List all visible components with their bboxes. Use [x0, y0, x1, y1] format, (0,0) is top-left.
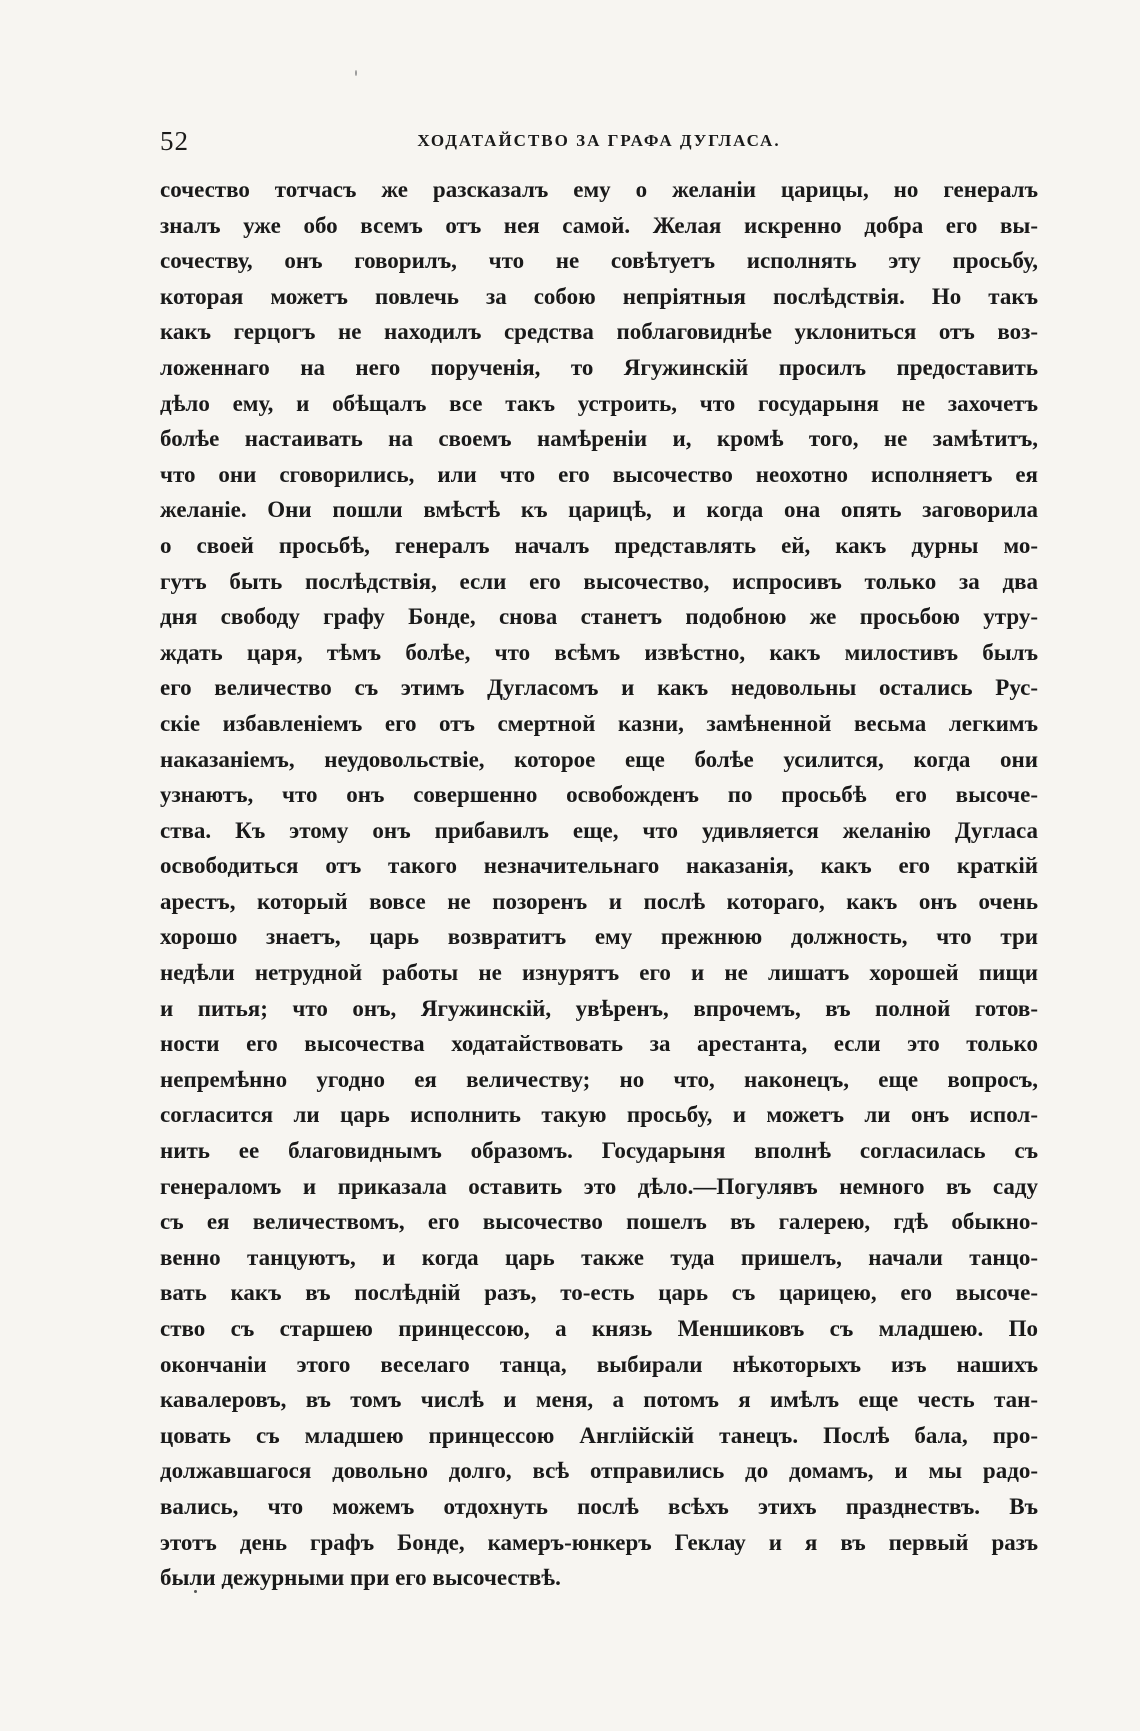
text-line: скiе избавленiемъ его отъ смертной казни, замѣненной весьма легкимъ — [160, 710, 1038, 736]
text-line: съ ея величествомъ, его высочество пошелъ въ галерею, гдѣ обыкно- — [160, 1209, 1038, 1235]
text-line: о своей просьбѣ, генералъ началъ представлять ей, какъ дурны мо- — [160, 532, 1038, 558]
running-title: ХОДАТАЙСТВО ЗА ГРАФА ДУГЛАСА. — [417, 131, 781, 150]
text-line: болѣе настаивать на своемъ намѣренiи и, кромѣ того, не замѣтитъ, — [160, 426, 1038, 452]
page-number: 52 — [160, 126, 189, 156]
text-line: дня свободу графу Бонде, снова станетъ подобною же просьбою утру- — [160, 604, 1038, 630]
text-line: ложеннаго на него порученiя, то Ягужинскiй просилъ предоставить — [160, 354, 1038, 380]
text-line: должавшагося довольно долго, всѣ отправились до домамъ, и мы радо- — [160, 1458, 1038, 1484]
paper-speck — [355, 70, 357, 76]
text-line: вались, что можемъ отдохнуть послѣ всѣхъ этихъ празднествъ. Въ — [160, 1493, 1038, 1519]
text-line: гутъ быть послѣдствiя, если его высочество, испросивъ только за два — [160, 568, 1038, 594]
text-line: хорошо знаетъ, царь возвратитъ ему прежнюю должность, что три — [160, 924, 1038, 950]
text-line: арестъ, который вовсе не позоренъ и послѣ котораго, какъ онъ очень — [160, 888, 1038, 914]
paper-speck — [194, 1590, 197, 1593]
text-line: ности его высочества ходатайствовать за арестанта, если это только — [160, 1031, 1038, 1057]
text-line: что они сговорились, или что его высочество неохотно исполняетъ ея — [160, 461, 1038, 487]
text-line: непремѣнно угодно ея величеству; но что, наконецъ, еще вопросъ, — [160, 1066, 1038, 1092]
text-line: дѣло ему, и обѣщалъ все такъ устроить, что государыня не захочетъ — [160, 390, 1038, 416]
text-line: наказанiемъ, неудовольствiе, которое еще болѣе усилится, когда они — [160, 746, 1038, 772]
text-line: генераломъ и приказала оставить это дѣло.—Погулявъ немного въ саду — [160, 1173, 1038, 1199]
text-line-last: были дежурными при его высочествѣ. — [160, 1565, 561, 1591]
text-line: венно танцуютъ, и когда царь также туда пришелъ, начали танцо- — [160, 1244, 1038, 1270]
text-line: освободиться отъ такого незначительнаго наказанiя, какъ его краткiй — [160, 853, 1038, 879]
text-line: цовать съ младшею принцессою Англiйскiй танецъ. Послѣ бала, про- — [160, 1422, 1038, 1448]
text-line: этотъ день графъ Бонде, камеръ-юнкеръ Геклау и я въ первый разъ — [160, 1529, 1038, 1555]
text-line: сочеству, онъ говорилъ, что не совѣтуетъ исполнять эту просьбу, — [160, 248, 1038, 274]
text-line: недѣли нетрудной работы не изнурятъ его и не лишатъ хорошей пищи — [160, 960, 1038, 986]
text-line: желанiе. Они пошли вмѣстѣ къ царицѣ, и когда она опять заговорила — [160, 497, 1038, 523]
text-line: сочество тотчасъ же разсказалъ ему о желанiи царицы, но генералъ — [160, 177, 1038, 202]
text-line: вать какъ въ послѣднiй разъ, то-есть царь съ царицею, его высоче- — [160, 1280, 1038, 1306]
text-line: ства. Къ этому онъ прибавилъ еще, что удивляется желанiю Дугласа — [160, 817, 1038, 843]
text-line: кавалеровъ, въ томъ числѣ и меня, а потомъ я имѣлъ еще честь тан- — [160, 1387, 1038, 1413]
text-line: ство съ старшею принцессою, а князь Меншиковъ съ младшею. По — [160, 1316, 1038, 1341]
text-line: ждать царя, тѣмъ болѣе, что всѣмъ извѣстно, какъ милостивъ былъ — [160, 639, 1038, 665]
text-line: какъ герцогъ не находилъ средства поблаговиднѣе уклониться отъ воз- — [160, 319, 1038, 345]
text-line: окончанiи этого веселаго танца, выбирали нѣкоторыхъ изъ нашихъ — [160, 1351, 1038, 1377]
text-line: согласится ли царь исполнить такую просьбу, и можетъ ли онъ испол- — [160, 1102, 1038, 1128]
text-line: нить ее благовиднымъ образомъ. Государыня вполнѣ согласилась съ — [160, 1138, 1038, 1164]
text-line: его величество съ этимъ Дугласомъ и какъ недовольны остались Рус- — [160, 675, 1038, 701]
body-text — [160, 172, 1038, 1596]
text-line: зналъ уже обо всемъ отъ нея самой. Желая искренно добра его вы- — [160, 212, 1038, 238]
text-line: которая можетъ повлечь за собою непрiятныя послѣдствiя. Но такъ — [160, 283, 1038, 309]
text-line: и питья; что онъ, Ягужинскiй, увѣренъ, впрочемъ, въ полной готов- — [160, 995, 1038, 1021]
text-line: узнаютъ, что онъ совершенно освобожденъ по просьбѣ его высоче- — [160, 782, 1038, 808]
page-header — [160, 126, 1038, 156]
